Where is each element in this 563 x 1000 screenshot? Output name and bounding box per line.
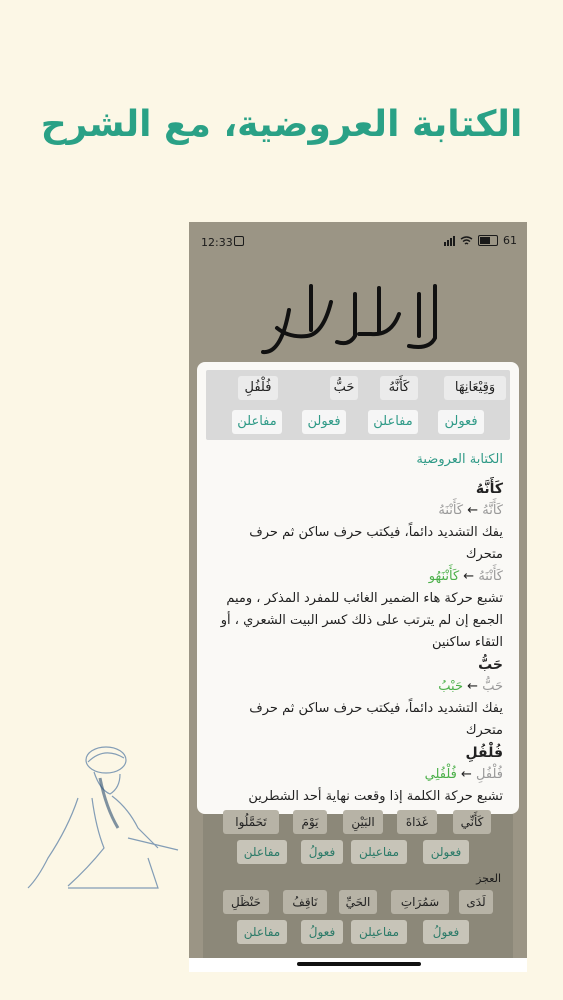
token-word[interactable]: سَمُرَاتِ xyxy=(391,890,449,914)
signal-icon xyxy=(444,236,455,246)
verse-analysis-panel xyxy=(203,814,513,972)
token-meter[interactable]: فعولن xyxy=(302,410,346,434)
transform-example: كَأَنْنَهُ ← كَأَنْنَهُو xyxy=(428,569,503,584)
token-word[interactable]: حَبُّ xyxy=(330,376,358,400)
status-time: 12:33 xyxy=(201,236,233,249)
token-word[interactable]: يَوْمَ xyxy=(293,810,327,834)
section-label: الكتابة العروضية xyxy=(416,452,503,467)
word-heading: فُلْفُلِ xyxy=(465,745,503,761)
token-word[interactable]: وَقِيْعَانِهَا xyxy=(444,376,506,400)
token-meter[interactable]: فعولن xyxy=(423,840,469,864)
token-word[interactable]: حَنْظَلِ xyxy=(223,890,269,914)
ajuz-label: العجز xyxy=(476,872,501,885)
token-meter[interactable]: مفاعلن xyxy=(368,410,418,434)
token-word[interactable]: تَحَمَّلُوا xyxy=(223,810,279,834)
token-meter[interactable]: مفاعلن xyxy=(232,410,282,434)
token-word[interactable]: لَدَى xyxy=(459,890,493,914)
token-meter[interactable]: فعولُ xyxy=(423,920,469,944)
phone-screen xyxy=(189,222,527,972)
battery-level: 61 xyxy=(503,234,517,247)
headline: الكتابة العروضية، مع الشرح xyxy=(40,104,523,145)
token-word[interactable]: نَاقِفُ xyxy=(283,890,327,914)
battery-icon xyxy=(478,235,498,246)
token-word[interactable]: الحَيِّ xyxy=(339,890,377,914)
poem-title-calligraphy xyxy=(259,274,459,374)
token-meter[interactable]: مفاعلن xyxy=(237,840,287,864)
status-bar xyxy=(189,222,527,260)
home-indicator[interactable] xyxy=(297,962,421,966)
token-meter[interactable]: فعولُ xyxy=(301,920,343,944)
token-word[interactable]: البَيْنِ xyxy=(343,810,383,834)
word-heading: كَأَنَّهُ xyxy=(475,481,503,497)
token-word[interactable]: كَأَنَّهُ xyxy=(380,376,418,400)
rule-text: تشبع حركة الكلمة إذا وقعت نهاية أحد الشطرين xyxy=(248,789,503,804)
wifi-icon xyxy=(460,236,473,246)
transform-example: كَأَنَّهُ ← كَأَنْنَهُ xyxy=(438,503,503,518)
token-meter[interactable]: مفاعلن xyxy=(237,920,287,944)
token-word[interactable]: غَدَاةَ xyxy=(397,810,437,834)
rule-text: يفك التشديد دائماً، فيكتب حرف ساكن ثم حرف متحرك xyxy=(249,701,503,738)
word-heading: حَبُّ xyxy=(478,657,503,673)
verse-tokens xyxy=(206,370,510,440)
rule-text: تشبع حركة هاء الضمير الغائب للمفرد المذكر ، وميم الجمع إن لم يترتب على ذلك كسر البيت الشعري ، أو التقاء ساكنين xyxy=(220,591,503,650)
explanation-list xyxy=(213,478,503,808)
scholar-illustration xyxy=(8,738,188,898)
rule-text: يفك التشديد دائماً، فيكتب حرف ساكن ثم حرف متحرك xyxy=(249,525,503,562)
transform-example: فُلْفُلِ ← فُلْفُلِي xyxy=(424,767,503,782)
token-word[interactable]: فُلْفُلِ xyxy=(238,376,278,400)
token-meter[interactable]: مفاعيلن xyxy=(351,920,407,944)
token-meter[interactable]: مفاعيلن xyxy=(351,840,407,864)
token-word[interactable]: كَأَنِّي xyxy=(453,810,491,834)
explanation-dialog[interactable] xyxy=(197,362,519,814)
transform-example: حَبُّ ← حَبْبُ xyxy=(438,679,503,694)
token-meter[interactable]: فعولُ xyxy=(301,840,343,864)
token-meter[interactable]: فعولن xyxy=(438,410,484,434)
instagram-icon xyxy=(234,236,244,246)
